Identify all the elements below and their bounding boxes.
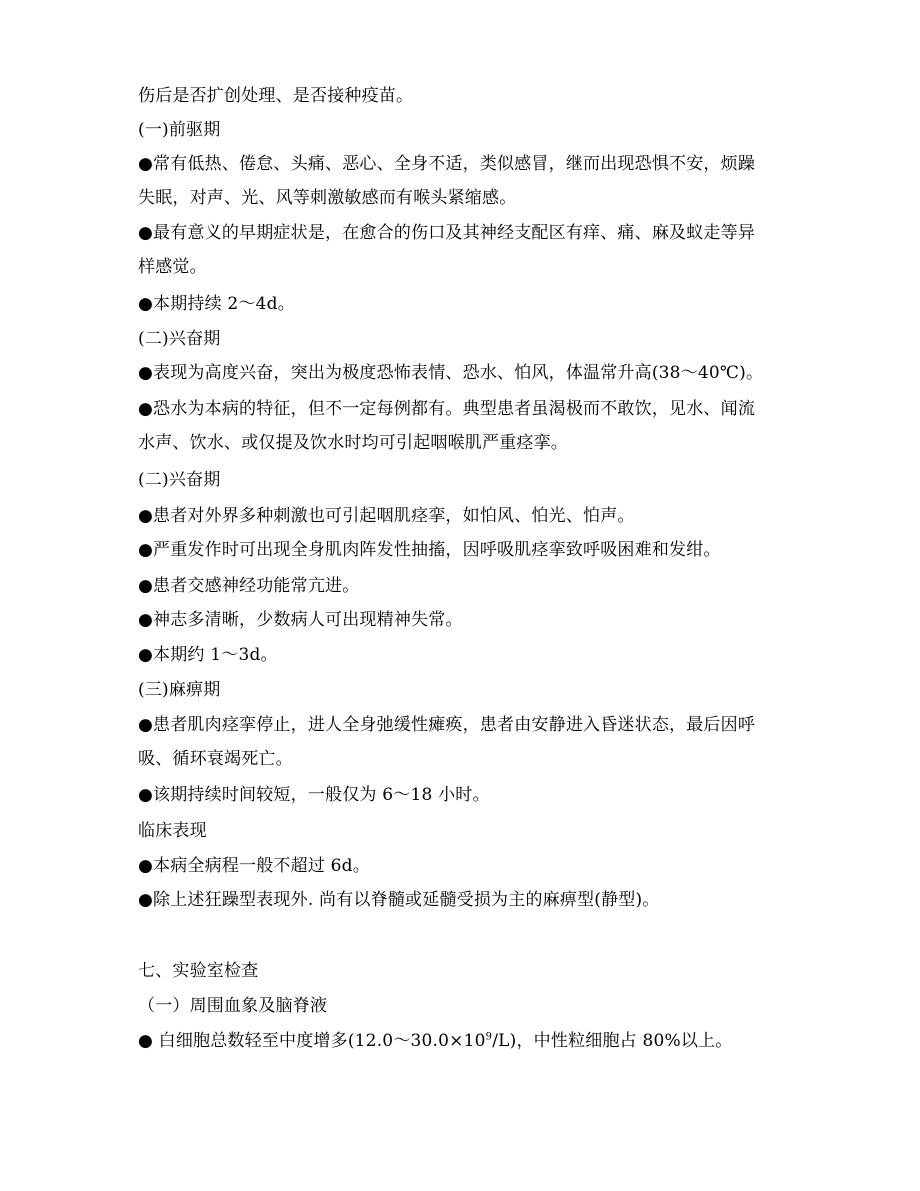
- text-line: 水声、饮水、或仅提及饮水时均可引起咽喉肌严重痉挛。: [138, 433, 568, 453]
- bullet-item: ●严重发作时可出现全身肌肉阵发性抽搐，因呼吸肌痉挛致呼吸困难和发绀。: [138, 540, 721, 560]
- bullet-item: [138, 1030, 732, 1052]
- text-line: 样感觉。: [138, 257, 207, 277]
- bullet-item: ●本病全病程一般不超过 6d。: [138, 856, 370, 876]
- superscript: 9: [485, 1031, 493, 1043]
- bullet-item: ●最有意义的早期症状是，在愈合的伤口及其神经支配区有痒、痛、麻及蚁走等异: [138, 223, 756, 243]
- section-heading: (一)前驱期: [138, 120, 221, 140]
- section-heading: （一）周围血象及脑脊液: [138, 996, 328, 1016]
- text-line: 伤后是否扩创处理、是否接种疫苗。: [138, 86, 414, 106]
- section-heading: (三)麻痹期: [138, 680, 221, 700]
- section-heading: (二)兴奋期: [138, 329, 221, 349]
- bullet-item: ●患者交感神经功能常亢进。: [138, 576, 360, 596]
- bullet-item: ●表现为高度兴奋，突出为极度恐怖表情、恐水、怕风，体温常升高(38～40℃)。: [138, 363, 764, 383]
- bullet-item: ●患者对外界多种刺激也可引起咽肌痉挛，如怕风、怕光、怕声。: [138, 506, 635, 526]
- text-segment: ● 白细胞总数轻至中度增多(12.0～30.0×10: [138, 1031, 486, 1051]
- bullet-item: ●患者肌肉痉挛停止，进人全身弛缓性瘫痪，患者由安静进入昏迷状态，最后因呼: [138, 715, 756, 735]
- bullet-item: ●常有低热、倦怠、头痛、恶心、全身不适，类似感冒，继而出现恐惧不安，烦躁: [138, 154, 756, 174]
- text-segment: /L)，中性粒细胞占 80%以上。: [492, 1031, 733, 1051]
- bullet-item: ●神志多清晰，少数病人可出现精神失常。: [138, 610, 463, 630]
- bullet-item: ●本期持续 2～4d。: [138, 294, 295, 314]
- section-heading: (二)兴奋期: [138, 470, 221, 490]
- text-line: 失眠，对声、光、风等刺激敏感而有喉头紧缩感。: [138, 188, 517, 208]
- bullet-item: ●恐水为本病的特征，但不一定每例都有。典型患者虽渴极而不敢饮，见水、闻流: [138, 399, 756, 419]
- bullet-item: ●该期持续时间较短，一般仅为 6～18 小时。: [138, 785, 490, 805]
- bullet-item: ●本期约 1～3d。: [138, 645, 278, 665]
- section-heading: 七、实验室检查: [138, 961, 259, 981]
- bullet-item: ●除上述狂躁型表现外. 尚有以脊髓或延髓受损为主的麻痹型(静型)。: [138, 890, 660, 910]
- section-heading: 临床表现: [138, 821, 207, 841]
- text-line: 吸、循环衰竭死亡。: [138, 749, 293, 769]
